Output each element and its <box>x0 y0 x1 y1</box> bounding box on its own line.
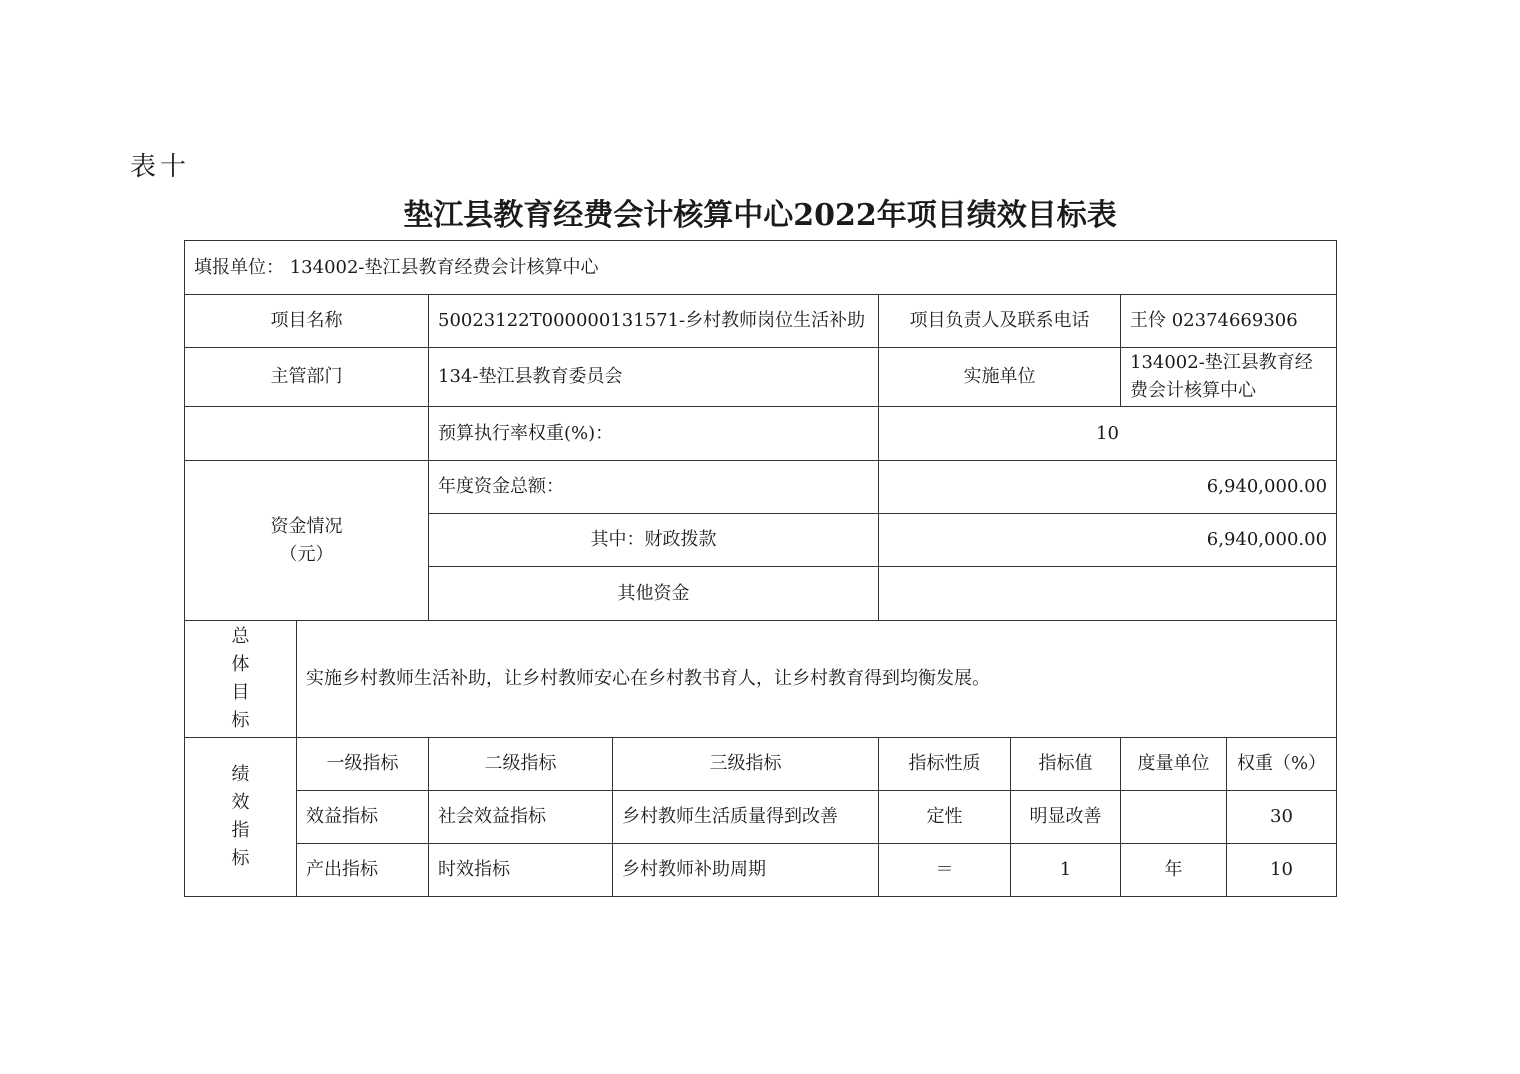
header-level3: 三级指标 <box>613 738 879 791</box>
budget-rate-label: 预算执行率权重(%)： <box>429 407 879 461</box>
header-nature: 指标性质 <box>879 738 1011 791</box>
level1-cell: 产出指标 <box>297 844 429 897</box>
indicator-label-char: 绩 <box>231 764 250 785</box>
indicator-label-char: 指 <box>231 820 250 841</box>
nature-cell: ＝ <box>879 844 1011 897</box>
nature-cell: 定性 <box>879 791 1011 844</box>
table-row <box>185 844 1337 897</box>
filling-unit-row <box>185 241 1337 295</box>
indicators-label <box>185 738 297 897</box>
contact-label: 项目负责人及联系电话 <box>879 295 1121 348</box>
level2-cell: 时效指标 <box>429 844 613 897</box>
performance-target-table <box>184 240 1337 897</box>
overall-goal-row <box>185 621 1337 738</box>
level3-cell: 乡村教师补助周期 <box>613 844 879 897</box>
indicator-header-row <box>185 738 1337 791</box>
fiscal-funds-value: 6,940,000.00 <box>879 514 1337 567</box>
other-funds-value <box>879 567 1337 621</box>
overall-goal-text: 实施乡村教师生活补助，让乡村教师安心在乡村教书育人，让乡村教育得到均衡发展。 <box>297 621 1337 738</box>
header-unit: 度量单位 <box>1121 738 1227 791</box>
overall-goal-label <box>185 621 297 738</box>
indicator-label-char: 效 <box>231 792 250 813</box>
budget-rate-empty-cell <box>185 407 429 461</box>
contact-value: 王伶 02374669306 <box>1121 295 1337 348</box>
filling-unit: 填报单位： 134002-垫江县教育经费会计核算中心 <box>185 241 1337 295</box>
table-label: 表十 <box>130 152 191 182</box>
department-row <box>185 348 1337 407</box>
table-row <box>185 791 1337 844</box>
funds-label-cell <box>185 461 429 621</box>
header-level2: 二级指标 <box>429 738 613 791</box>
project-name-row <box>185 295 1337 348</box>
annual-funds-label: 年度资金总额： <box>429 461 879 514</box>
page-title: 垫江县教育经费会计核算中心2022年项目绩效目标表 <box>403 198 1117 233</box>
indicator-label-char: 标 <box>231 848 250 869</box>
value-cell: 1 <box>1011 844 1121 897</box>
goal-label-char: 总 <box>231 626 250 647</box>
project-name-value: 50023122T000000131571-乡村教师岗位生活补助 <box>429 295 879 348</box>
fiscal-funds-label: 其中：财政拨款 <box>429 514 879 567</box>
level3-cell: 乡村教师生活质量得到改善 <box>613 791 879 844</box>
header-value: 指标值 <box>1011 738 1121 791</box>
header-level1: 一级指标 <box>297 738 429 791</box>
goal-label-char: 标 <box>231 710 250 731</box>
level2-cell: 社会效益指标 <box>429 791 613 844</box>
goal-label-char: 体 <box>231 654 250 675</box>
weight-cell: 10 <box>1227 844 1337 897</box>
unit-cell: 年 <box>1121 844 1227 897</box>
funds-annual-row <box>185 461 1337 514</box>
annual-funds-value: 6,940,000.00 <box>879 461 1337 514</box>
dept-label: 主管部门 <box>185 348 429 407</box>
impl-unit-label: 实施单位 <box>879 348 1121 407</box>
budget-rate-row <box>185 407 1337 461</box>
budget-rate-value: 10 <box>879 407 1337 461</box>
header-weight: 权重（%） <box>1227 738 1337 791</box>
value-cell: 明显改善 <box>1011 791 1121 844</box>
dept-value: 134-垫江县教育委员会 <box>429 348 879 407</box>
unit-cell <box>1121 791 1227 844</box>
goal-label-char: 目 <box>231 682 250 703</box>
weight-cell: 30 <box>1227 791 1337 844</box>
funds-label: 资金情况 <box>270 515 343 537</box>
impl-unit-value: 134002-垫江县教育经费会计核算中心 <box>1121 348 1337 407</box>
other-funds-label: 其他资金 <box>429 567 879 621</box>
level1-cell: 效益指标 <box>297 791 429 844</box>
project-name-label: 项目名称 <box>185 295 429 348</box>
funds-unit: （元） <box>279 543 334 565</box>
